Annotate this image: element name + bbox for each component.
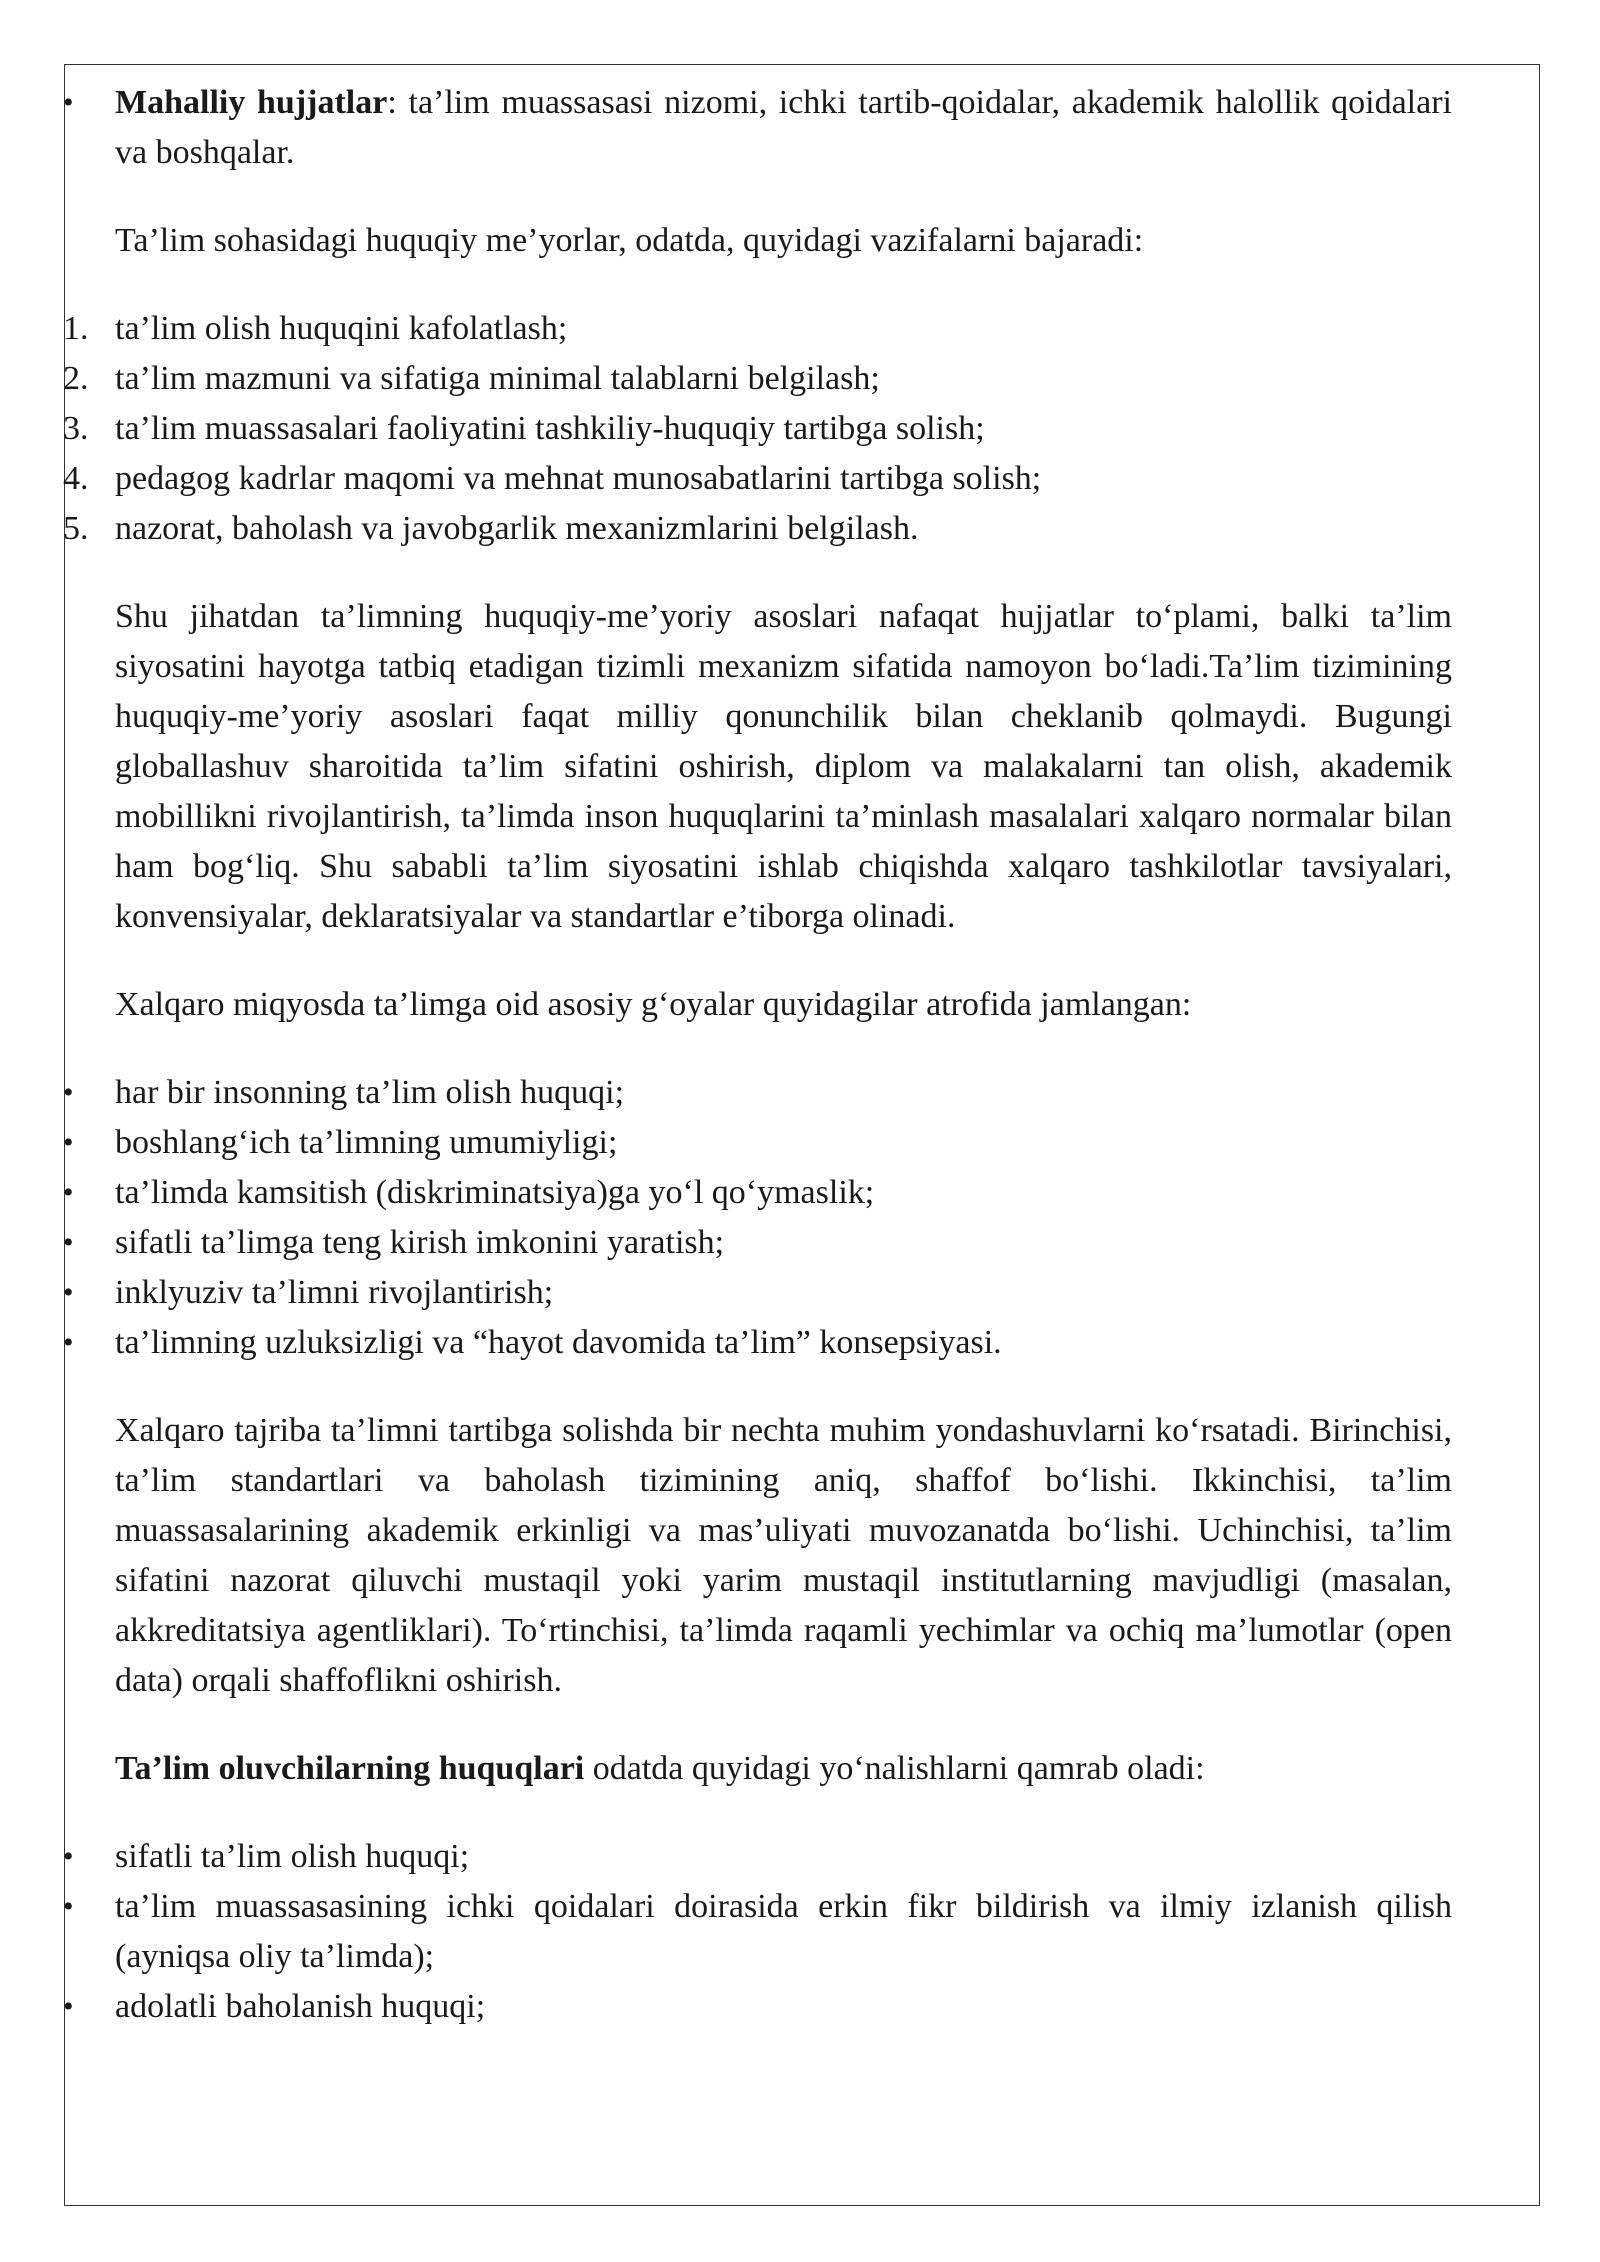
bullet-list [0, 1832, 1600, 2032]
bullet-marker: • [63, 1226, 74, 1259]
item-text: sifatli ta’lim olish huquqi; [115, 1838, 470, 1875]
item-text: : ta’lim muassasasi nizomi, ichki tartib-qoidalar, akademik halollik qoidalari va boshqalar. [115, 84, 1452, 171]
numbered-list [0, 304, 1600, 554]
list-item [63, 454, 1452, 504]
list-item [63, 404, 1452, 454]
list-item [63, 1168, 1452, 1218]
body-paragraph: Shu jihatdan ta’limning huquqiy-me’yoriy asoslari nafaqat hujjatlar to‘plami, balki ta’lim siyosatini hayotga tatbiq etadigan tizimli mexanizm sifatida namoyon bo‘ladi.Ta’lim tizimining huquqiy-me’yoriy asoslari faqat milliy qonunchilik bilan cheklanib qolmaydi. Bugungi globallashuv sharoitida ta’lim sifatini oshirish, diplom va malakalarni tan olish, akademik mobillikni rivojlantirish, ta’limda inson huquqlarini ta’minlash masalalari xalqaro normalar bilan ham bog‘liq. Shu sababli ta’lim siyosatini ishlab chiqishda xalqaro tashkilotlar tavsiyalari, konvensiyalar, deklaratsiyalar va standartlar e’tiborga olinadi. [115, 598, 1452, 935]
list-item [63, 1318, 1452, 1368]
list-item [63, 78, 1452, 178]
list-item [63, 1832, 1452, 1882]
list-item [63, 1068, 1452, 1118]
item-text: ta’lim olish huquqini kafolatlash; [115, 310, 568, 347]
list-number: 5. [63, 510, 89, 547]
item-text: nazorat, baholash va javobgarlik mexanizmlarini belgilash. [115, 510, 919, 547]
item-text: adolatli baholanish huquqi; [115, 1988, 486, 2025]
list-item [63, 304, 1452, 354]
body-paragraph: Xalqaro tajriba ta’limni tartibga solishda bir nechta muhim yondashuvlarni ko‘rsatadi. Birinchisi, ta’lim standartlari va baholash tizimining aniq, shaffof bo‘lishi. Ikkinchisi, ta’lim muassasalarining akademik erkinligi va mas’uliyati muvozanatda bo‘lishi. Uchinchisi, ta’lim sifatini nazorat qiluvchi mustaqil yoki yarim mustaqil institutlarning mavjudligi (masalan, akkreditatsiya agentliklari). To‘rtinchisi, ta’limda raqamli yechimlar va ochiq ma’lumotlar (open data) orqali shaffoflikni oshirish. [115, 1412, 1452, 1699]
item-text: pedagog kadrlar maqomi va mehnat munosabatlarini tartibga solish; [115, 460, 1042, 497]
list-item [63, 354, 1452, 404]
item-text: ta’limda kamsitish (diskriminatsiya)ga yo‘l qo‘ymaslik; [115, 1174, 875, 1211]
bullet-marker: • [63, 1076, 74, 1109]
bullet-marker: • [63, 1840, 74, 1873]
item-text: ta’lim muassasalari faoliyatini tashkiliy-huquqiy tartibga solish; [115, 410, 985, 447]
intro-text: odatda quyidagi yo‘nalishlarni qamrab oladi: [584, 1750, 1205, 1787]
bullet-marker: • [63, 1326, 74, 1359]
list-number: 3. [63, 410, 89, 447]
item-text: ta’limning uzluksizligi va “hayot davomida ta’lim” konsepsiyasi. [115, 1324, 1002, 1361]
list-number: 2. [63, 360, 89, 397]
list-item [63, 1982, 1452, 2032]
intro-paragraph: Xalqaro miqyosda ta’limga oid asosiy g‘oyalar quyidagilar atrofida jamlangan: [115, 986, 1192, 1023]
list-number: 4. [63, 460, 89, 497]
bullet-marker: • [63, 1126, 74, 1159]
intro-paragraph: Ta’lim sohasidagi huquqiy me’yorlar, odatda, quyidagi vazifalarni bajaradi: [115, 222, 1144, 259]
list-item [63, 1882, 1452, 1982]
bullet-marker: • [63, 1890, 74, 1923]
list-item [63, 1118, 1452, 1168]
item-text: inklyuziv ta’limni rivojlantirish; [115, 1274, 554, 1311]
item-text: sifatli ta’limga teng kirish imkonini yaratish; [115, 1224, 725, 1261]
bullet-marker: • [63, 1276, 74, 1309]
item-text: har bir insonning ta’lim olish huquqi; [115, 1074, 625, 1111]
list-number: 1. [63, 310, 89, 347]
document-body [0, 78, 1600, 2032]
item-text: boshlang‘ich ta’limning umumiyligi; [115, 1124, 618, 1161]
bullet-marker: • [63, 1176, 74, 1209]
bold-term: Ta’lim oluvchilarning huquqlari [115, 1750, 585, 1787]
item-text: ta’lim mazmuni va sifatiga minimal talablarni belgilash; [115, 360, 880, 397]
bullet-marker: • [63, 1990, 74, 2023]
item-text: ta’lim muassasasining ichki qoidalari doirasida erkin fikr bildirish va ilmiy izlanish qilish (ayniqsa oliy ta’limda); [115, 1888, 1452, 1975]
list-item [63, 1218, 1452, 1268]
list-item [63, 504, 1452, 554]
bold-term: Mahalliy hujjatlar [115, 84, 388, 121]
list-item [63, 1268, 1452, 1318]
intro-paragraph [115, 1744, 1452, 1794]
bullet-marker: • [63, 86, 74, 119]
bullet-list [0, 1068, 1600, 1368]
